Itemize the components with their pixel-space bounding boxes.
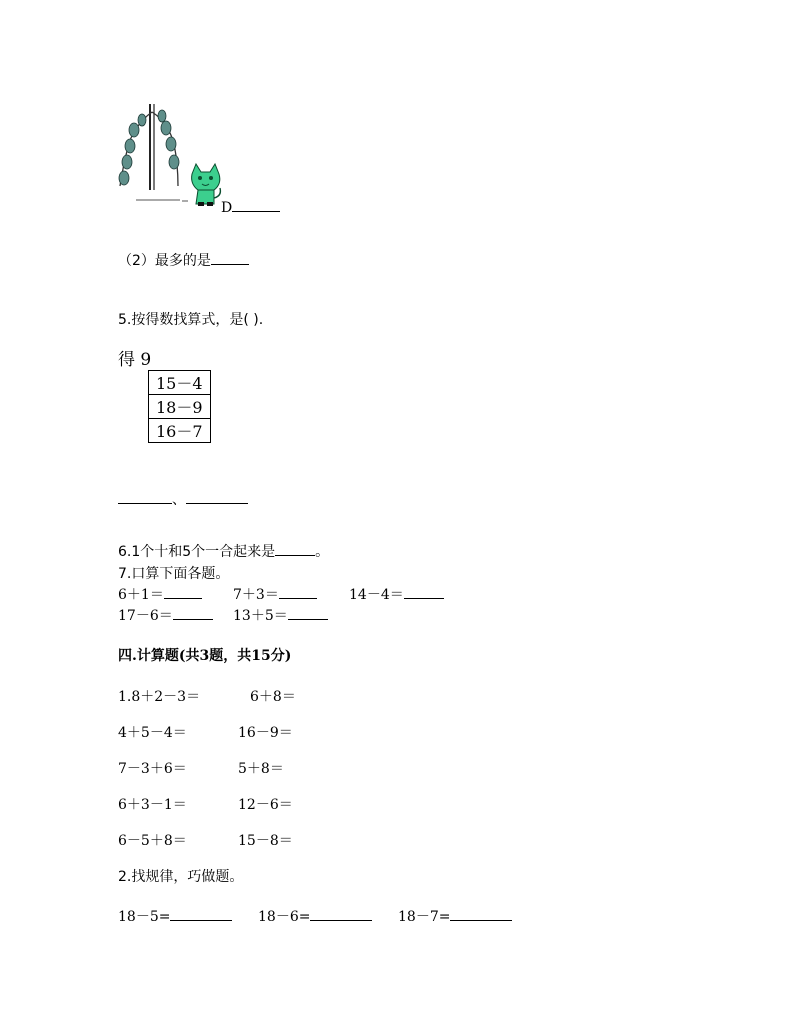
calc-expr: 6＋3－1＝ bbox=[118, 797, 187, 813]
q5-stem: 5.按得数找算式，是( ). bbox=[118, 312, 264, 328]
blank[interactable] bbox=[404, 586, 444, 599]
q5-answer-blanks bbox=[118, 489, 248, 509]
q6-end: 。 bbox=[315, 544, 330, 560]
q7-expr: 14－4＝ bbox=[349, 587, 404, 603]
calc-expr: 12－6＝ bbox=[238, 797, 293, 813]
calc-expr: 6－5＋8＝ bbox=[118, 833, 187, 849]
expr-cell: 16－7 bbox=[149, 419, 211, 443]
q7-expr: 6＋1＝ bbox=[118, 587, 164, 603]
blank[interactable] bbox=[173, 607, 213, 620]
blank[interactable] bbox=[118, 491, 172, 504]
calc2-expr: 18－7= bbox=[398, 909, 451, 925]
calc2-item bbox=[118, 906, 232, 926]
blank[interactable] bbox=[279, 586, 317, 599]
calc-expr: 15－8＝ bbox=[238, 833, 293, 849]
q4-sub2-text: （2）最多的是 bbox=[118, 253, 211, 269]
q7-item bbox=[118, 605, 213, 625]
calc2-stem: 2.找规律，巧做题。 bbox=[118, 869, 244, 885]
separator: 、 bbox=[172, 492, 186, 508]
calc2-expr: 18－5= bbox=[118, 909, 171, 925]
calc-expr: 5＋8＝ bbox=[238, 761, 284, 777]
expr-cell: 15－4 bbox=[149, 371, 211, 395]
calc2-item bbox=[258, 906, 372, 926]
q4-sub2 bbox=[118, 250, 249, 270]
d-label: D bbox=[221, 200, 233, 216]
q6-stem bbox=[118, 541, 329, 561]
q7-stem: 7.口算下面各题。 bbox=[118, 566, 230, 582]
blank[interactable] bbox=[170, 908, 232, 921]
blank[interactable] bbox=[232, 199, 280, 212]
d-answer-line bbox=[221, 199, 280, 216]
calc2-item bbox=[398, 906, 512, 926]
expr-cell: 18－9 bbox=[149, 395, 211, 419]
blank[interactable] bbox=[211, 252, 249, 265]
calc-expr: 4＋5－4＝ bbox=[118, 725, 187, 741]
blank[interactable] bbox=[164, 586, 202, 599]
q7-expr: 17－6＝ bbox=[118, 608, 173, 624]
blank[interactable] bbox=[186, 491, 248, 504]
blank[interactable] bbox=[275, 543, 315, 556]
section-title: 四.计算题(共3题，共15分) bbox=[118, 648, 292, 664]
calc-expr: 6＋8＝ bbox=[250, 689, 296, 705]
q7-expr: 7＋3＝ bbox=[233, 587, 279, 603]
calc2-expr: 18－6= bbox=[258, 909, 311, 925]
blank[interactable] bbox=[450, 908, 512, 921]
blank[interactable] bbox=[288, 607, 328, 620]
q7-item bbox=[118, 584, 202, 604]
calc-expr: 16－9＝ bbox=[238, 725, 293, 741]
calc-expr: 1.8＋2－3＝ bbox=[118, 689, 201, 705]
expression-table bbox=[148, 370, 211, 443]
de-label: 得 9 bbox=[118, 350, 152, 370]
q7-item bbox=[233, 605, 328, 625]
blank[interactable] bbox=[310, 908, 372, 921]
q6-text: 6.1个十和5个一合起来是 bbox=[118, 544, 276, 560]
q7-item bbox=[233, 584, 317, 604]
q7-expr: 13＋5＝ bbox=[233, 608, 288, 624]
q7-item bbox=[349, 584, 444, 604]
calc-expr: 7－3＋6＝ bbox=[118, 761, 187, 777]
